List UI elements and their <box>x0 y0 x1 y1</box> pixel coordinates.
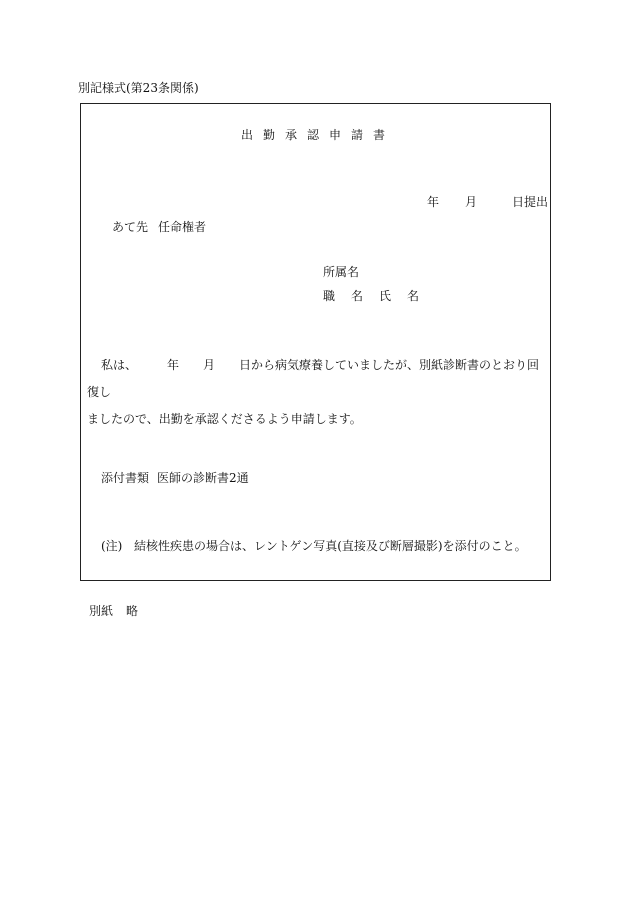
application-body <box>87 352 547 433</box>
affiliation-label: 所属名 <box>323 265 360 279</box>
body-line2: ましたので、出勤を承認くださるよう申請します。 <box>87 412 362 426</box>
appendix-value: 略 <box>126 604 139 618</box>
body-line1-rest: 日から病気療養していましたが、別紙診断書のとおり回復し <box>87 358 540 399</box>
attachment-label: 添付書類 <box>101 471 150 485</box>
application-form <box>80 103 551 581</box>
date-month-label: 月 <box>465 195 478 209</box>
body-month: 月 <box>203 358 216 372</box>
date-submit-label: 日提出 <box>512 195 549 209</box>
attachment-value: 医師の診断書2通 <box>157 471 249 485</box>
body-prefix: 私は、 <box>101 358 138 372</box>
appendix-label: 別紙 <box>89 604 114 618</box>
addressee-value: 任命権者 <box>158 220 207 234</box>
position-label: 職 名 <box>323 289 366 303</box>
body-year: 年 <box>167 358 180 372</box>
form-title: 出勤承認申請書 <box>241 128 396 142</box>
name-label: 氏 名 <box>379 289 422 303</box>
note-text: 結核性疾患の場合は、レントゲン写真(直接及び断層撮影)を添付のこと。 <box>134 539 527 553</box>
note-label: (注) <box>101 539 123 553</box>
date-year-label: 年 <box>427 195 440 209</box>
form-style-label: 別記様式(第23条関係) <box>78 81 199 95</box>
addressee-label: あて先 <box>112 220 149 234</box>
